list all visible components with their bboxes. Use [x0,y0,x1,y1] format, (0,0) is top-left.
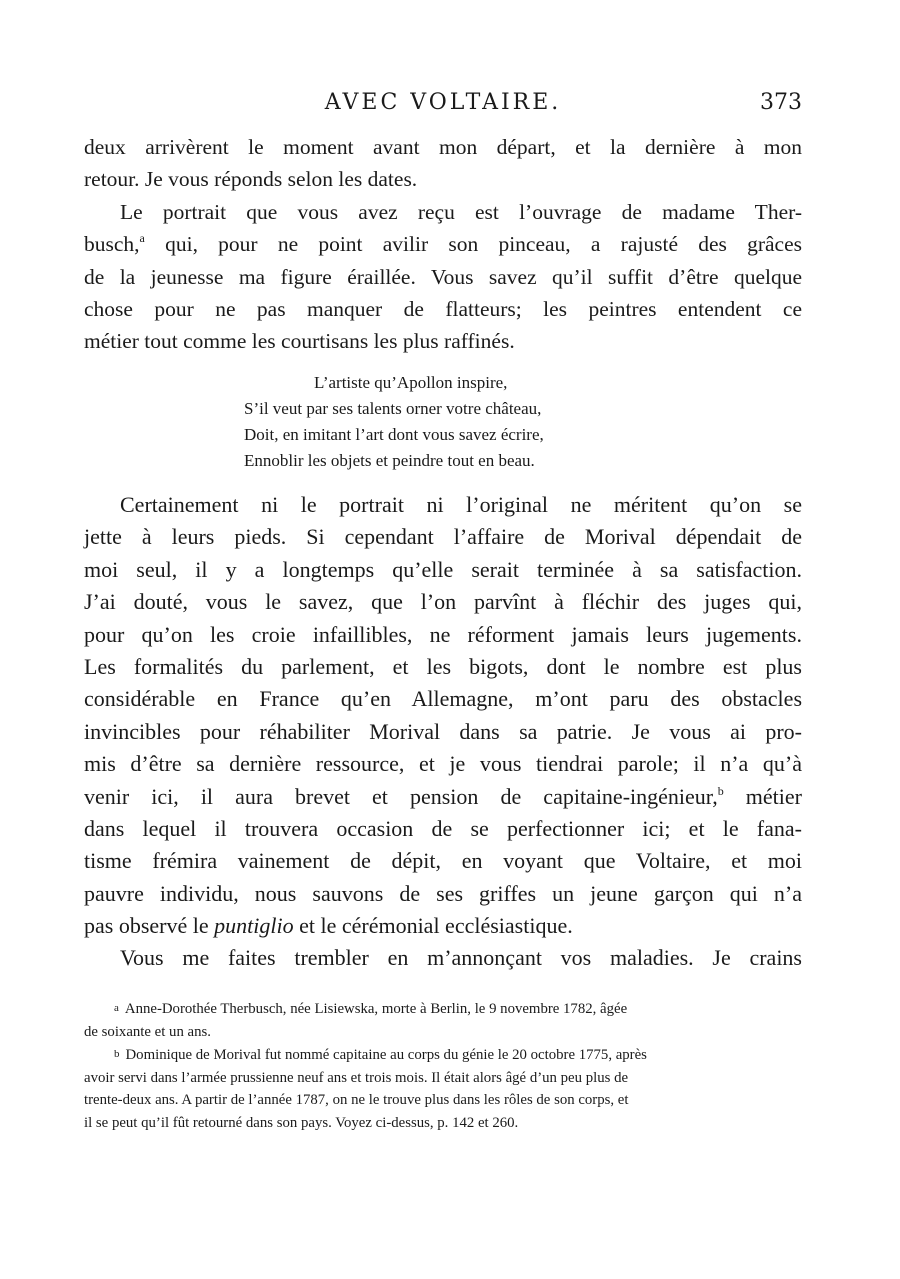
footnote-line: il se peut qu’il fût retourné dans son pays. Voyez ci-dessus, p. 142 et 260. [84,1114,519,1131]
footnote-line: trente-deux ans. A partir de l’année 1787, on ne le trouve plus dans les rôles de son corps, et [84,1092,629,1108]
verse-line: Doit, en imitant l’art dont vous savez écrire, [244,425,544,444]
text-line [84,781,802,813]
text-line: Vous me faites trembler en m’annonçant vos maladies. Je crains [120,945,802,971]
footnote-line: Dominique de Morival fut nommé capitaine au corps du génie le 20 octobre 1775, après [125,1047,647,1063]
text-fragment: pas observé le [84,913,209,939]
body-text-upper [84,131,802,358]
footnotes [84,997,806,1134]
text-line: métier tout comme les courtisans les plus raffinés. [84,329,515,354]
footnote-marker: b [114,1048,120,1060]
text-line: mis d’être sa dernière ressource, et je vous tiendrai parole; il n’a qu’à [84,751,802,777]
text-fragment: venir ici, il aura brevet et pension de capitaine-ingénieur, [84,783,718,809]
text-line: Les formalités du parlement, et les bigots, dont le nombre est plus [84,653,802,679]
text-fragment: busch, [84,232,140,257]
footnote-indent [84,1047,114,1063]
footnote-line: avoir servi dans l’armée prussienne neuf ans et trois mois. Il était alors âgé d’un peu plus de [84,1069,629,1086]
text-line: J’ai douté, vous le savez, que l’on parvînt à fléchir des juges qui, [84,589,802,615]
text-line: considérable en France qu’en Allemagne, m’ont paru des obstacles [84,686,802,712]
running-head [84,86,802,122]
footnote-ref-b: b [717,783,724,798]
text-line: dans lequel il trouvera occasion de se perfectionner ici; et le fana- [84,815,802,841]
text-line: deux arrivèrent le moment avant mon départ, et la dernière à mon [84,135,802,159]
italic-word: puntiglio [214,913,294,939]
footnote-a [84,997,806,1043]
text-line: pour qu’on les croie infaillibles, ne réforment jamais leurs jugements. [84,621,802,647]
footnote-indent [84,1001,114,1017]
text-line: chose pour ne pas manquer de flatteurs; les peintres entendent ce [84,296,802,321]
verse-block [244,370,544,474]
footnote-line: de soixante et un ans. [84,1023,211,1040]
body-text-lower [84,489,802,975]
text-line: invincibles pour réhabiliter Morival dans sa patrie. Je vous ai pro- [84,718,802,744]
page-number: 373 [760,90,802,115]
text-line: tisme frémira vainement de dépit, en voyant que Voltaire, et moi [84,848,802,874]
text-line: jette à leurs pieds. Si cependant l’affaire de Morival dépendait de [84,524,802,550]
footnote-marker: a [114,1002,119,1014]
text-line: pauvre individu, nous sauvons de ses griffes un jeune garçon qui n’a [84,880,802,906]
verse-line: L’artiste qu’Apollon inspire, [314,373,508,392]
footnote-b [84,1043,806,1134]
text-fragment: et le cérémonial ecclésiastique. [299,913,573,939]
footnote-line: Anne-Dorothée Therbusch, née Lisiewska, morte à Berlin, le 9 novembre 1782, âgée [124,1001,628,1017]
text-line: Le portrait que vous avez reçu est l’ouvrage de madame Ther- [120,199,802,224]
text-fragment: métier [745,783,802,809]
text-line [84,910,802,942]
text-line: de la jeunesse ma figure éraillée. Vous savez qu’il suffit d’être quelque [84,264,802,289]
footnote-ref-a: a [139,231,145,246]
text-line: Certainement ni le portrait ni l’original ne méritent qu’on se [120,492,802,517]
text-line: moi seul, il y a longtemps qu’elle serait terminée à sa satisfaction. [84,556,802,582]
text-line [84,228,802,260]
text-line: retour. Je vous réponds selon les dates. [84,167,418,192]
verse-line: S’il veut par ses talents orner votre château, [244,399,542,418]
text-fragment: qui, pour ne point avilir son pinceau, a rajusté des grâces [165,232,802,257]
verse-line: Ennoblir les objets et peindre tout en beau. [244,451,535,470]
running-head-title: AVEC VOLTAIRE. [324,90,562,115]
